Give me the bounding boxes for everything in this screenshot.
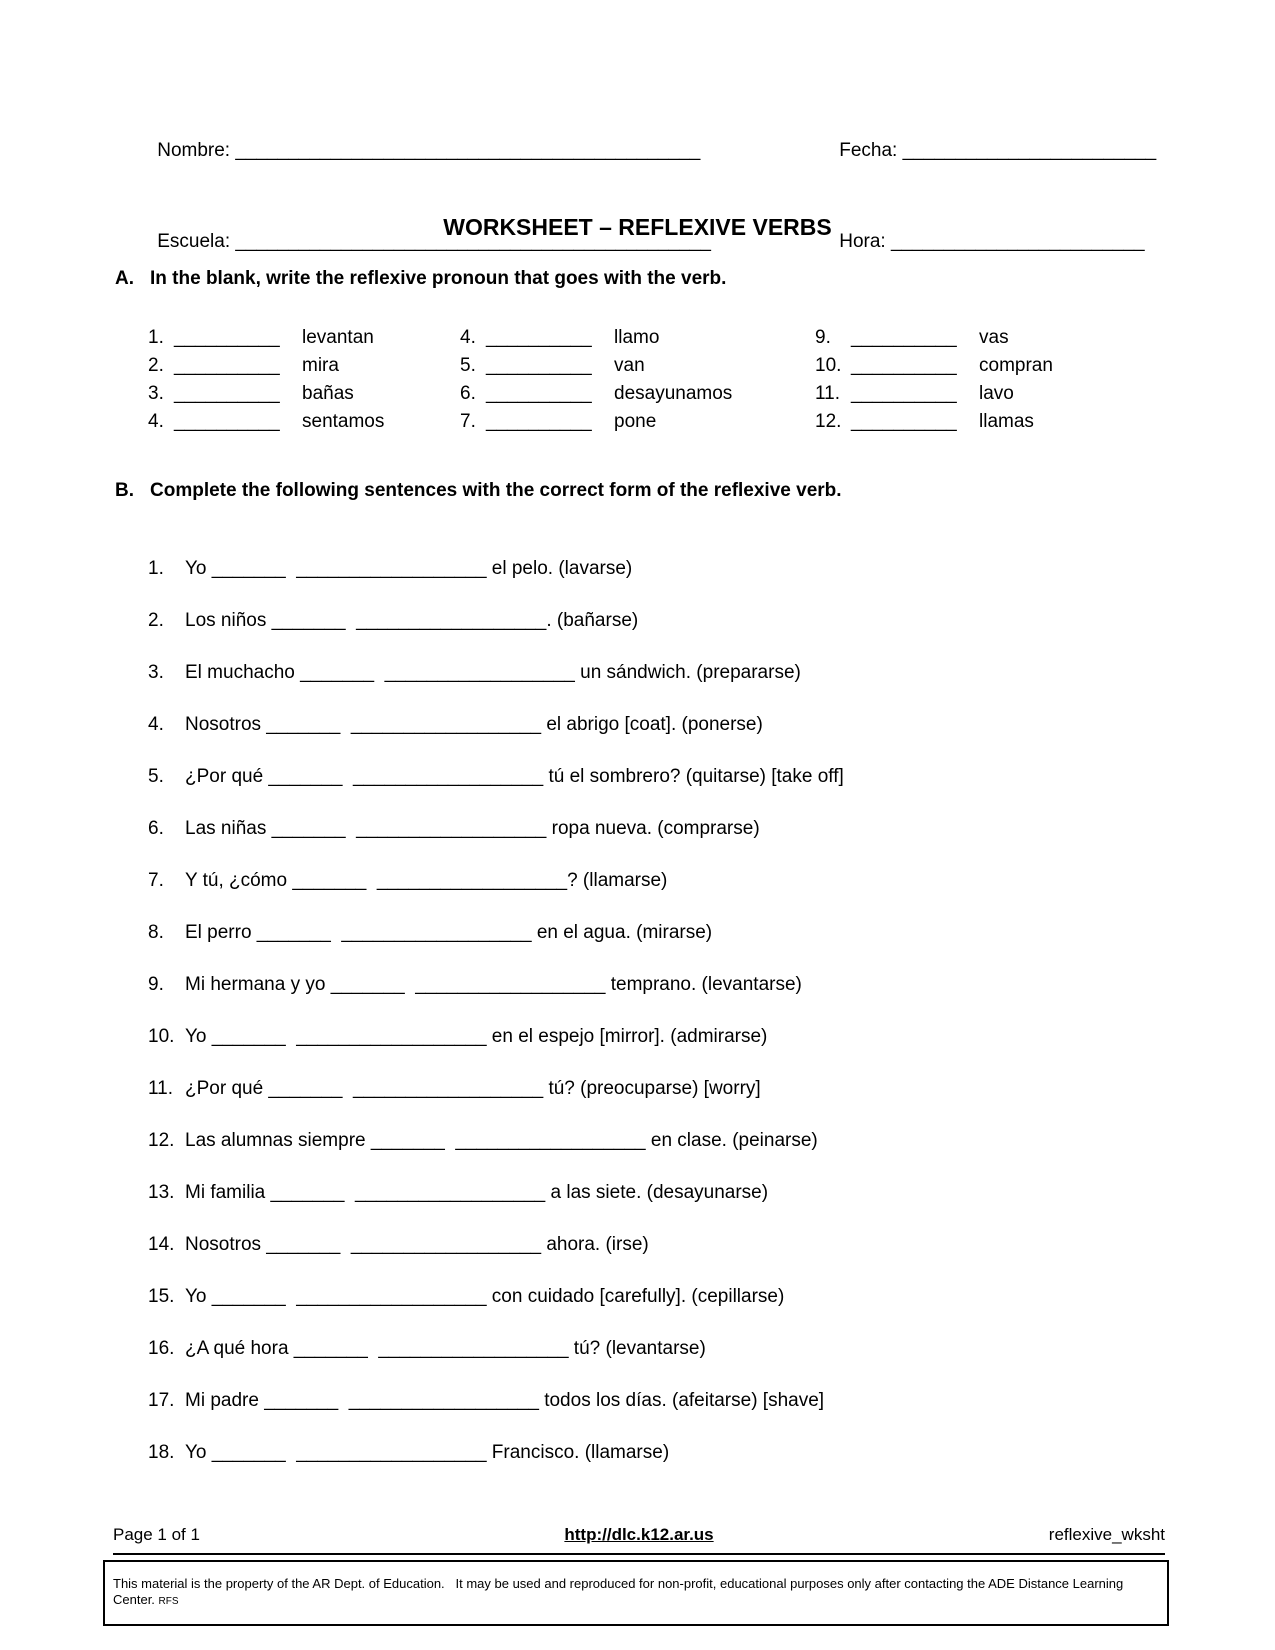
section-b-list bbox=[148, 556, 1163, 1492]
page-footer bbox=[113, 1524, 1165, 1555]
disclaimer-box bbox=[103, 1560, 1169, 1626]
nombre-label: Nombre: bbox=[157, 140, 231, 161]
item-number: 9. bbox=[815, 327, 831, 348]
sentence-text: Yo _______ __________________ el pelo. (lavarse) bbox=[185, 558, 633, 579]
sentence-number: 17. bbox=[148, 1390, 175, 1411]
section-b-heading bbox=[115, 478, 842, 504]
sentence-text: Las niñas _______ __________________ ropa nueva. (comprarse) bbox=[185, 818, 760, 839]
pronoun-item bbox=[460, 408, 732, 436]
verb-label: desayunamos bbox=[614, 383, 733, 404]
sentence-item bbox=[148, 816, 1163, 842]
item-number: 1. bbox=[148, 327, 164, 348]
sentence-item bbox=[148, 868, 1163, 894]
verb-label: llamas bbox=[979, 411, 1034, 432]
pronoun-item bbox=[148, 324, 384, 352]
sentence-text: El perro _______ __________________ en el agua. (mirarse) bbox=[185, 922, 713, 943]
sentence-number: 9. bbox=[148, 974, 164, 995]
item-number: 2. bbox=[148, 355, 164, 376]
sentence-item bbox=[148, 972, 1163, 998]
sentence-number: 18. bbox=[148, 1442, 175, 1463]
verb-label: llamo bbox=[614, 327, 660, 348]
sentence-text: Nosotros _______ __________________ el abrigo [coat]. (ponerse) bbox=[185, 714, 763, 735]
sentence-text: Y tú, ¿cómo _______ __________________? (llamarse) bbox=[185, 870, 668, 891]
sentence-text: ¿Por qué _______ __________________ tú el sombrero? (quitarse) [take off] bbox=[185, 766, 844, 787]
sentence-number: 13. bbox=[148, 1182, 175, 1203]
blank-line: __________ bbox=[174, 327, 280, 348]
escuela-blank-line: _____________________________________________ bbox=[235, 231, 711, 252]
header-row-1 bbox=[115, 112, 1165, 190]
pronoun-item bbox=[815, 380, 1053, 408]
pronoun-column-1 bbox=[148, 324, 384, 436]
section-b-instructions: Complete the following sentences with the correct form of the reflexive verb. bbox=[150, 480, 842, 501]
sentence-number: 3. bbox=[148, 662, 164, 683]
sentence-text: Las alumnas siempre _______ __________________ en clase. (peinarse) bbox=[185, 1130, 818, 1151]
verb-label: pone bbox=[614, 411, 657, 432]
verb-label: compran bbox=[979, 355, 1053, 376]
blank-line: __________ bbox=[486, 411, 592, 432]
item-number: 4. bbox=[148, 411, 164, 432]
sentence-number: 10. bbox=[148, 1026, 175, 1047]
pronoun-item bbox=[815, 324, 1053, 352]
verb-label: mira bbox=[302, 355, 339, 376]
sentence-item bbox=[148, 556, 1163, 582]
pronoun-column-2 bbox=[460, 324, 732, 436]
sentence-number: 7. bbox=[148, 870, 164, 891]
item-number: 4. bbox=[460, 327, 476, 348]
nombre-blank-line: ____________________________________________ bbox=[235, 140, 701, 161]
sentence-number: 4. bbox=[148, 714, 164, 735]
sentence-text: Los niños _______ __________________. (bañarse) bbox=[185, 610, 639, 631]
section-a-instructions: In the blank, write the reflexive pronoun that goes with the verb. bbox=[150, 268, 727, 289]
pronoun-item bbox=[460, 324, 732, 352]
sentence-number: 1. bbox=[148, 558, 164, 579]
item-number: 3. bbox=[148, 383, 164, 404]
sentence-item bbox=[148, 764, 1163, 790]
sentence-text: Mi familia _______ __________________ a las siete. (desayunarse) bbox=[185, 1182, 769, 1203]
verb-label: levantan bbox=[302, 327, 374, 348]
sentence-text: Yo _______ __________________ Francisco. (llamarse) bbox=[185, 1442, 670, 1463]
item-number: 11. bbox=[815, 383, 841, 404]
sentence-item bbox=[148, 1232, 1163, 1258]
pronoun-item bbox=[460, 352, 732, 380]
pronoun-item bbox=[148, 352, 384, 380]
sentence-number: 6. bbox=[148, 818, 164, 839]
blank-line: __________ bbox=[851, 355, 957, 376]
sentence-item bbox=[148, 712, 1163, 738]
pronoun-item bbox=[148, 408, 384, 436]
blank-line: __________ bbox=[486, 355, 592, 376]
section-a-heading bbox=[115, 266, 726, 292]
sentence-item bbox=[148, 660, 1163, 686]
sentence-item bbox=[148, 1128, 1163, 1154]
sentence-item bbox=[148, 920, 1163, 946]
sentence-number: 16. bbox=[148, 1338, 175, 1359]
verb-label: bañas bbox=[302, 383, 354, 404]
sentence-text: ¿Por qué _______ __________________ tú? (preocuparse) [worry] bbox=[185, 1078, 761, 1099]
verb-label: van bbox=[614, 355, 645, 376]
item-number: 10. bbox=[815, 355, 842, 376]
pronoun-item bbox=[460, 380, 732, 408]
item-number: 7. bbox=[460, 411, 476, 432]
section-a-letter: A. bbox=[115, 268, 134, 289]
document-name: reflexive_wksht bbox=[1048, 1525, 1166, 1544]
verb-label: lavo bbox=[979, 383, 1014, 404]
page-title: WORKSHEET – REFLEXIVE VERBS bbox=[443, 214, 832, 240]
blank-line: __________ bbox=[486, 383, 592, 404]
sentence-text: El muchacho _______ __________________ un sándwich. (prepararse) bbox=[185, 662, 801, 683]
footer-url-link[interactable]: http://dlc.k12.ar.us bbox=[564, 1525, 714, 1544]
sentence-item bbox=[148, 1388, 1163, 1414]
pronoun-column-3 bbox=[815, 324, 1053, 436]
sentence-text: Mi padre _______ __________________ todos los días. (afeitarse) [shave] bbox=[185, 1390, 825, 1411]
sentence-item bbox=[148, 608, 1163, 634]
sentence-number: 14. bbox=[148, 1234, 175, 1255]
sentence-item bbox=[148, 1024, 1163, 1050]
disclaimer-initials: RFS bbox=[158, 1596, 179, 1607]
blank-line: __________ bbox=[851, 411, 957, 432]
sentence-text: Yo _______ __________________ con cuidado [carefully]. (cepillarse) bbox=[185, 1286, 785, 1307]
blank-line: __________ bbox=[174, 355, 280, 376]
verb-label: sentamos bbox=[302, 411, 385, 432]
sentence-text: Mi hermana y yo _______ __________________ temprano. (levantarse) bbox=[185, 974, 802, 995]
sentence-number: 12. bbox=[148, 1130, 175, 1151]
sentence-number: 15. bbox=[148, 1286, 175, 1307]
sentence-item bbox=[148, 1284, 1163, 1310]
blank-line: __________ bbox=[174, 383, 280, 404]
item-number: 6. bbox=[460, 383, 476, 404]
disclaimer-text: This material is the property of the AR Dept. of Education. It may be used and reproduced for non-profit, educational purposes only after contacting the ADE Distance Learning Center. bbox=[113, 1576, 1127, 1607]
fecha-blank-line: ________________________ bbox=[902, 140, 1157, 161]
sentence-text: Yo _______ __________________ en el espejo [mirror]. (admirarse) bbox=[185, 1026, 768, 1047]
blank-line: __________ bbox=[851, 327, 957, 348]
blank-line: __________ bbox=[486, 327, 592, 348]
sentence-text: Nosotros _______ __________________ ahora. (irse) bbox=[185, 1234, 649, 1255]
sentence-number: 2. bbox=[148, 610, 164, 631]
fecha-label: Fecha: bbox=[839, 140, 898, 161]
sentence-number: 11. bbox=[148, 1078, 174, 1099]
page-number: Page 1 of 1 bbox=[113, 1525, 200, 1544]
hora-label: Hora: bbox=[839, 231, 886, 252]
sentence-item bbox=[148, 1440, 1163, 1466]
blank-line: __________ bbox=[851, 383, 957, 404]
section-b-letter: B. bbox=[115, 480, 134, 501]
item-number: 12. bbox=[815, 411, 842, 432]
item-number: 5. bbox=[460, 355, 476, 376]
blank-line: __________ bbox=[174, 411, 280, 432]
pronoun-item bbox=[815, 408, 1053, 436]
verb-label: vas bbox=[979, 327, 1009, 348]
sentence-text: ¿A qué hora _______ __________________ tú? (levantarse) bbox=[185, 1338, 706, 1359]
pronoun-item bbox=[815, 352, 1053, 380]
hora-blank-line: ________________________ bbox=[890, 231, 1145, 252]
sentence-item bbox=[148, 1076, 1163, 1102]
sentence-number: 5. bbox=[148, 766, 164, 787]
sentence-item bbox=[148, 1336, 1163, 1362]
sentence-item bbox=[148, 1180, 1163, 1206]
escuela-label: Escuela: bbox=[157, 231, 231, 252]
sentence-number: 8. bbox=[148, 922, 164, 943]
pronoun-item bbox=[148, 380, 384, 408]
